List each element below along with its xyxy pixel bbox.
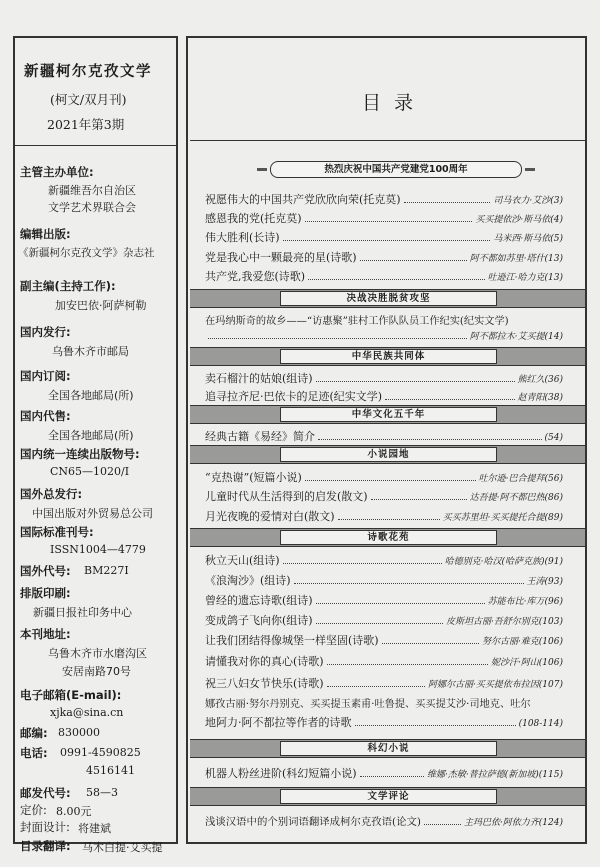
entry-title: 请懂我对你的真心(诗歌) [205,655,324,668]
phone-label: 电话: [20,746,48,760]
entry-author: 苏能布比·库万(96) [487,597,563,607]
entry-title: 曾经的遗忘诗歌(组诗) [205,594,313,607]
entry-title: 秋立天山(组诗) [205,554,280,567]
section-bar-fiction [190,445,585,464]
entry-title: 卖石榴汁的姑娘(组诗) [205,372,313,385]
foreign-code-label: 国外代号: [20,564,71,578]
toc-entry-continuation[interactable] [205,329,563,345]
address-label: 本刊地址: [20,627,71,641]
printing-value: 新疆日报社印务中心 [33,606,132,619]
entry-author: 妮沙汗·阿山(106) [490,658,563,668]
entry-title: 娜孜古丽·努尔丹别克、买买提玉素甫·吐鲁提、买买提艾沙·司地克、吐尔 [205,699,531,710]
entry-author: 阿不都如苏里·塔什(13) [469,254,563,264]
domestic-agent-label: 国内代售: [20,409,71,423]
entry-title: 伟大胜利(长诗) [205,231,280,244]
entry-title: 共产党,我爱您(诗歌) [205,270,306,283]
cn-number-value: CN65—1020/I [50,465,130,478]
entry-title: 浅谈汉语中的个别词语翻译成柯尔克孜语(论文) [205,816,421,828]
cover-design-value: 将建斌 [78,822,111,835]
entry-title: 变成鸽子飞向你(组诗) [205,614,313,627]
toc-entry[interactable] [205,268,563,284]
toc-entry[interactable] [205,191,563,207]
toc-entry[interactable] [205,592,563,608]
entry-title: 感恩我的党(托克莫) [205,212,302,225]
entry-author: (108-114) [518,719,563,729]
entry-author: 马米西·斯马依(5) [493,234,563,244]
entry-author: 王涛(93) [526,577,563,587]
sponsor-line-2: 文学艺术界联合会 [48,201,136,214]
address-line-1: 乌鲁木齐市水磨沟区 [48,647,147,660]
section-title: 小说园地 [280,447,497,462]
foreign-code-value: BM227I [84,564,129,577]
entry-author: 吐尔逊·巴合提拜(56) [478,474,563,484]
section-title: 诗歌花苑 [280,530,497,545]
toc-entry[interactable] [205,632,563,648]
entry-author: 买买苏里坦·买买提托合提(89) [442,513,563,523]
overseas-distribution-label: 国外总发行: [20,487,83,501]
toc-entry[interactable] [205,675,563,691]
entry-title: “克热谢”(短篇小说) [205,471,302,484]
printing-label: 排版印刷: [20,586,71,600]
domestic-agent-value: 全国各地邮局(所) [48,429,134,442]
entry-author: 熊红久(36) [517,375,563,385]
entry-title: 机器人粉丝进阶(科幻短篇小说) [205,767,357,780]
section-bar-scifi [190,739,585,758]
address-line-2: 安居南路70号 [62,665,131,678]
toc-entry[interactable] [205,765,563,781]
issue-number: 2021年第3期 [47,117,125,132]
cover-design-label: 封面设计: [20,820,70,834]
entry-author: 赵青阳(38) [517,393,563,403]
entry-author: 阿娜尔古丽·买买提依布拉因(107) [427,680,563,690]
toc-entry[interactable] [205,695,563,711]
anniversary-banner: 热烈庆祝中国共产党建党100周年 [270,161,522,178]
entry-title: 地阿力·阿不都拉等作者的诗歌 [205,716,352,729]
entry-author: (54) [544,433,563,443]
entry-author: 阿不都拉木·艾买提(14) [469,332,563,342]
entry-author: 买买提依沙·斯马依(4) [475,215,563,225]
section-title: 文学评论 [280,789,497,804]
section-title: 决战决胜脱贫攻坚 [280,291,497,306]
entry-title: 党是我心中一颗最亮的星(诗歌) [205,251,357,264]
sponsor-line-1: 新疆维吾尔自治区 [48,184,136,197]
domestic-order-value: 全国各地邮局(所) [48,389,134,402]
deputy-editor-label: 副主编(主持工作): [20,279,116,293]
masthead-divider [15,145,176,146]
section-bar-poverty [190,289,585,308]
entry-author: 达吾提·阿不都巴热(86) [469,493,563,503]
toc-entry[interactable] [205,488,563,504]
entry-author: 司马衣力·艾沙(3) [493,196,563,206]
price-value: 8.00元 [56,805,92,818]
postcode-label: 邮编: [20,726,48,740]
phone-value-2: 4516141 [86,764,135,777]
entry-author: 维娜·杰敏·普拉萨德(新加坡)(115) [427,770,563,780]
entry-title: 《浪淘沙》(组诗) [205,574,291,587]
toc-entry[interactable] [205,612,563,628]
email-value: xjka@sina.cn [50,706,124,719]
toc-entry[interactable] [205,469,563,485]
entry-title: 在玛纳斯奇的故乡——“访惠聚”驻村工作队队员工作纪实(纪实文学) [205,316,509,327]
toc-entry[interactable] [205,210,563,226]
entry-title: 月光夜晚的爱情对白(散文) [205,510,335,523]
entry-title: 祝三八妇女节快乐(诗歌) [205,677,324,690]
section-bar-poetry [190,528,585,547]
domestic-order-label: 国内订阅: [20,369,71,383]
section-title: 中华文化五千年 [280,407,497,422]
mail-code-value: 58—3 [86,786,118,799]
postcode-value: 830000 [58,726,100,739]
toc-divider [190,140,585,141]
toc-entry[interactable] [205,312,563,328]
entry-title: 儿童时代从生活得到的启发(散文) [205,490,368,503]
domestic-distribution-value: 乌鲁木齐市邮局 [52,345,129,358]
toc-entry[interactable] [205,552,563,568]
issn-label: 国际标准刊号: [20,525,94,539]
issn-value: ISSN1004—4779 [50,543,146,556]
toc-entry[interactable] [205,653,563,669]
toc-entry[interactable] [205,813,563,829]
section-title: 中华民族共同体 [280,349,497,364]
domestic-distribution-label: 国内发行: [20,325,71,339]
toc-translator-label: 目录翻译: [20,839,71,853]
editor-publisher-value: 《新疆柯尔克孜文学》杂志社 [18,247,155,259]
toc-entry[interactable] [205,249,563,265]
entry-title: 追寻拉齐尼·巴依卡的足迹(纪实文学) [205,390,383,403]
toc-entry[interactable] [205,229,563,245]
section-title: 科幻小说 [280,741,497,756]
section-bar-culture [190,405,585,424]
editor-publisher-label: 编辑出版: [20,227,71,241]
toc-entry[interactable] [205,388,563,404]
magazine-name: 新疆柯尔克孜文学 [24,63,152,80]
toc-translator-value: 马木白提·艾买提 [82,841,163,854]
section-bar-criticism [190,787,585,806]
deputy-editor-value: 加安巴依·阿萨柯勒 [55,299,147,312]
overseas-distribution-value: 中国出版对外贸易总公司 [32,507,153,520]
entry-author: 哈德别克·哈汉(哈萨克族)(91) [444,557,563,567]
toc-entry-continuation[interactable] [205,714,563,730]
cn-number-label: 国内统一连续出版物号: [20,447,140,461]
entry-author: 吐逊江·哈力克(13) [487,273,563,283]
entry-author: 皮斯坦古丽·吾舒尔别克(103) [445,617,563,627]
entry-title: 让我们团结得像城堡一样坚固(诗歌) [205,634,379,647]
sponsor-label: 主管主办单位: [20,165,94,179]
entry-title: 祝愿伟大的中国共产党欣欣向荣(托克莫) [205,193,401,206]
entry-title: 经典古籍《易经》简介 [205,430,315,443]
toc-entry[interactable] [205,428,563,444]
toc-entry[interactable] [205,572,563,588]
magazine-subtitle: (柯文/双月刊) [50,92,127,107]
toc-entry[interactable] [205,370,563,386]
toc-title: 目录 [362,92,427,114]
mail-code-label: 邮发代号: [20,786,71,800]
email-label: 电子邮箱(E-mail): [20,688,122,702]
phone-value-1: 0991-4590825 [60,746,141,759]
price-label: 定价: [20,803,47,817]
entry-author: 努尔古丽·难克(106) [481,637,563,647]
toc-entry[interactable] [205,508,563,524]
entry-author: 主玛巴依·阿依力齐(124) [463,818,563,828]
section-bar-community [190,347,585,366]
